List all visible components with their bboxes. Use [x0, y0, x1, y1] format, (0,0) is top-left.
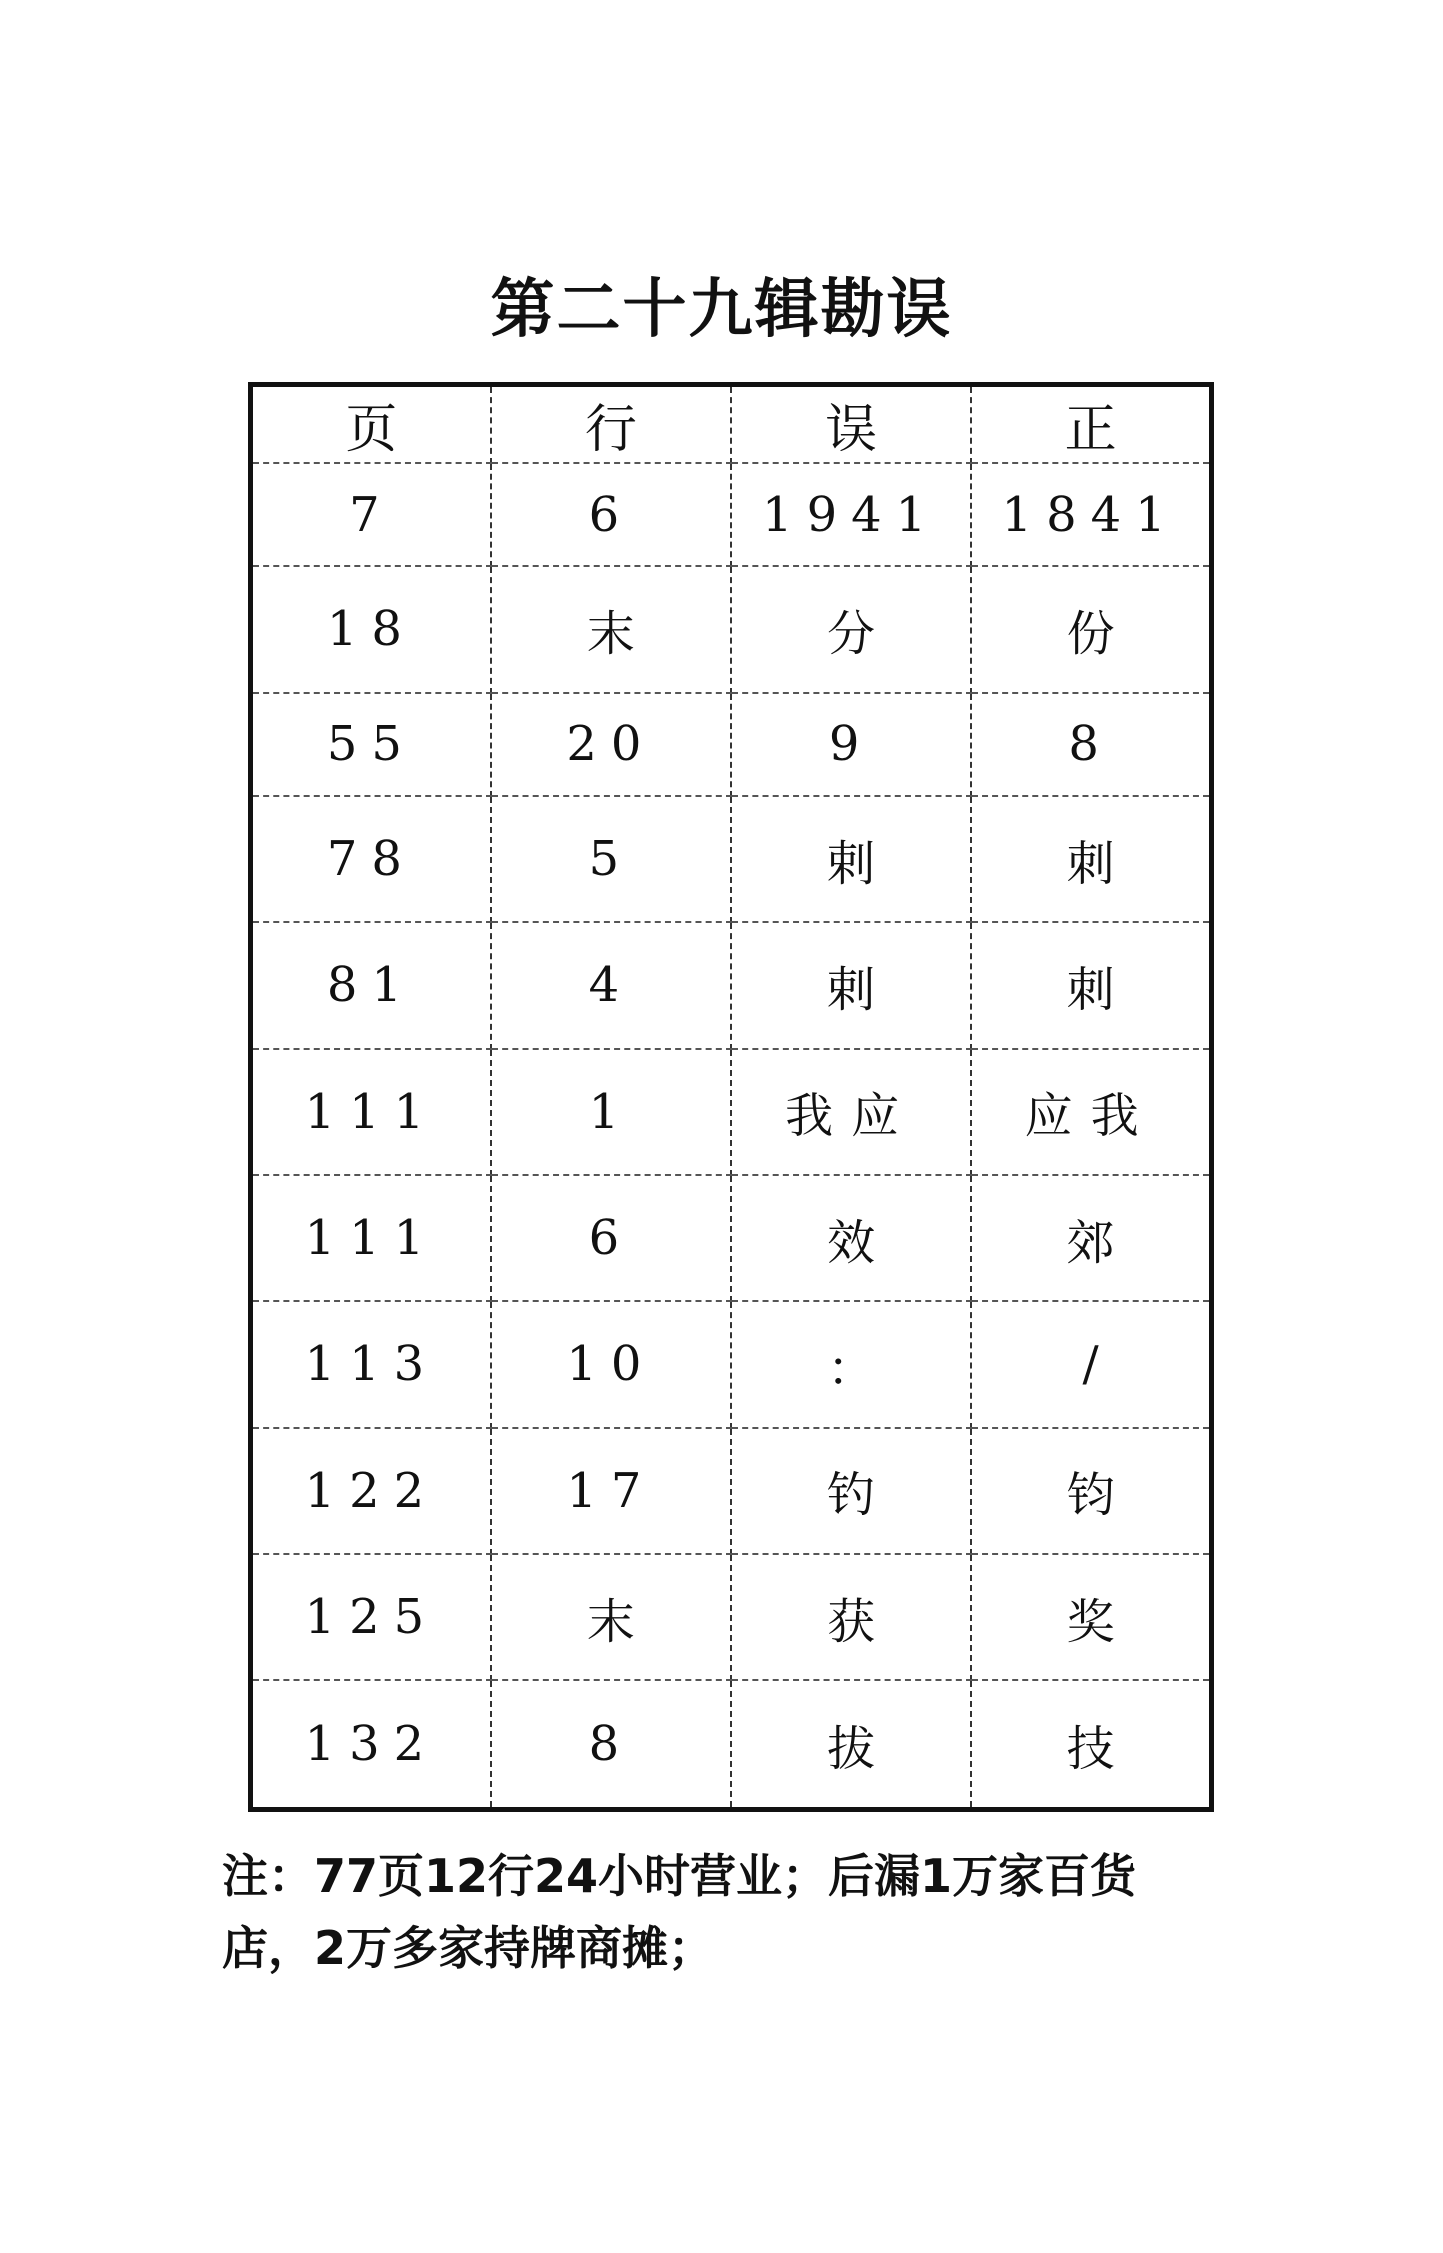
cell-wrong: 钓: [731, 1428, 971, 1554]
table-row: [251, 1680, 1212, 1809]
cell-right: 郊: [971, 1175, 1211, 1301]
cell-page: 18: [251, 566, 491, 692]
cell-line: 6: [491, 1175, 731, 1301]
cell-right: 技: [971, 1680, 1211, 1809]
cell-wrong: ：: [731, 1301, 971, 1427]
cell-right: /: [971, 1301, 1211, 1427]
cell-right: 应我: [971, 1049, 1211, 1175]
table-row: [251, 1301, 1212, 1427]
cell-page: 111: [251, 1175, 491, 1301]
cell-page: 78: [251, 796, 491, 922]
cell-page: 113: [251, 1301, 491, 1427]
cell-right: 刺: [971, 796, 1211, 922]
cell-right: 奖: [971, 1554, 1211, 1680]
cell-wrong: 剌: [731, 796, 971, 922]
column-header-wrong: 误: [731, 385, 971, 464]
table-row: [251, 1049, 1212, 1175]
cell-wrong: 9: [731, 693, 971, 796]
table-row: [251, 566, 1212, 692]
cell-line: 末: [491, 566, 731, 692]
cell-line: 17: [491, 1428, 731, 1554]
column-header-page: 页: [251, 385, 491, 464]
cell-line: 4: [491, 922, 731, 1048]
cell-wrong: 分: [731, 566, 971, 692]
column-header-right: 正: [971, 385, 1211, 464]
cell-page: 55: [251, 693, 491, 796]
cell-wrong: 1941: [731, 463, 971, 566]
cell-wrong: 效: [731, 1175, 971, 1301]
cell-line: 20: [491, 693, 731, 796]
table-row: [251, 463, 1212, 566]
cell-line: 8: [491, 1680, 731, 1809]
cell-line: 末: [491, 1554, 731, 1680]
table-row: [251, 922, 1212, 1048]
cell-line: 5: [491, 796, 731, 922]
cell-page: 111: [251, 1049, 491, 1175]
cell-right: 份: [971, 566, 1211, 692]
cell-wrong: 我应: [731, 1049, 971, 1175]
cell-page: 81: [251, 922, 491, 1048]
table-header-row: [251, 385, 1212, 464]
cell-wrong: 剌: [731, 922, 971, 1048]
table-row: [251, 1175, 1212, 1301]
cell-page: 7: [251, 463, 491, 566]
table-row: [251, 693, 1212, 796]
cell-page: 132: [251, 1680, 491, 1809]
cell-right: 8: [971, 693, 1211, 796]
errata-note: 注：77页12行24小时营业；后漏1万家百货店，2万多家持牌商摊；: [222, 1849, 1137, 1975]
table-row: [251, 796, 1212, 922]
page-title: 第二十九辑勘误: [490, 272, 953, 347]
cell-wrong: 获: [731, 1554, 971, 1680]
table-row: [251, 1554, 1212, 1680]
cell-right: 1841: [971, 463, 1211, 566]
cell-line: 6: [491, 463, 731, 566]
cell-right: 钧: [971, 1428, 1211, 1554]
cell-page: 122: [251, 1428, 491, 1554]
cell-page: 125: [251, 1554, 491, 1680]
cell-right: 刺: [971, 922, 1211, 1048]
errata-table: [248, 382, 1214, 1812]
column-header-line: 行: [491, 385, 731, 464]
cell-wrong: 拔: [731, 1680, 971, 1809]
cell-line: 10: [491, 1301, 731, 1427]
cell-line: 1: [491, 1049, 731, 1175]
table-row: [251, 1428, 1212, 1554]
